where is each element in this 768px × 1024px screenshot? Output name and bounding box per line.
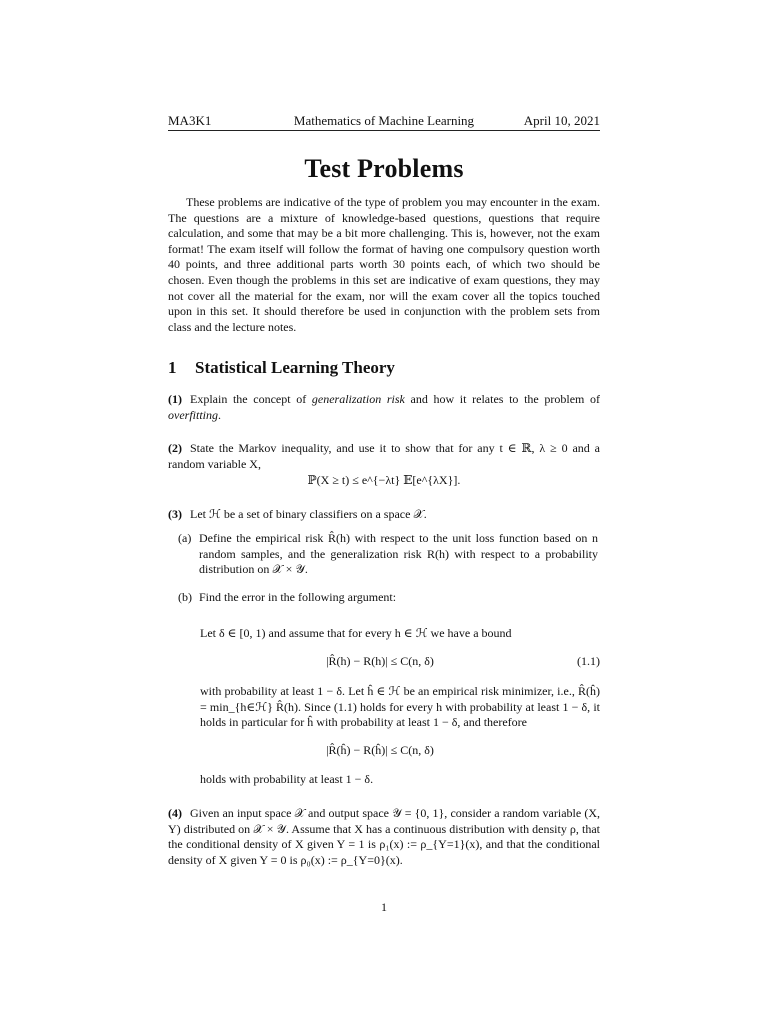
emphasis: generalization risk	[311, 392, 405, 406]
argument-line-3: holds with probability at least 1 − δ.	[200, 772, 374, 786]
course-title: Mathematics of Machine Learning	[293, 113, 475, 128]
subproblem-tag: (a)	[178, 531, 192, 545]
problem-label: (2)	[168, 441, 182, 455]
argument-line-1: Let δ ∈ [0, 1) and assume that for every h ∈ ℋ we have a bound	[200, 626, 512, 640]
display-equation: |R̂(ĥ) − R(ĥ)| ≤ C(n, δ)	[326, 743, 434, 757]
emphasis: overfitting	[168, 407, 218, 422]
problem-label: (1)	[168, 392, 182, 406]
argument-line-2: with probability at least 1 − δ. Let ĥ ∈ ℋ be an empirical risk minimizer, i.e., R̂(ĥ) = min_{h∈ℋ} R̂(h). Since (1.1) holds for every h with probability at least 1 − δ, it holds in particular for ĥ with probability at least 1 − δ, and therefore	[200, 684, 600, 730]
subproblem-text: Define the empirical risk R̂(h) with respect to the unit loss function based on n random samples, and the generalization risk R(h) with respect to a probability distribution on 𝒳 × 𝒴.	[199, 531, 598, 577]
problem-label: (4)	[168, 806, 182, 820]
page-title: Test Problems	[304, 154, 464, 183]
section-title: Statistical Learning Theory	[195, 358, 395, 377]
problem-label: (3)	[168, 507, 182, 521]
subproblem-tag: (b)	[178, 590, 192, 604]
course-code: MA3K1	[168, 113, 212, 128]
problem-4: (4) Given an input space 𝒳 and output space 𝒴 = {0, 1}, consider a random variable (X, Y) distributed on 𝒳 × 𝒴. Assume that X has a continuous distribution with density ρ, that the conditional density of X given Y = 1 is ρ₁(x) := ρ_{Y=1}(x), and that the conditional density of X given Y = 0 is ρ₀(x) := ρ_{Y=0}(x).	[168, 806, 600, 867]
subproblem-a	[178, 531, 598, 578]
intro-paragraph: These problems are indicative of the type of problem you may encounter in the exam. The questions are a mixture of knowledge-based questions, questions that require calculation, and some that may be a bit more challenging. This is, however, not the exam format! The exam itself will follow the format of having one compulsory question worth 40 points, and three additional parts worth 30 points each, of which two should be chosen. Even though the problems in this set are indicative of exam questions, they may not cover all the material for the exam, nor will the exam cover all the topics touched upon in this set. It should therefore be used in conjunction with the problem sets from class and the lecture notes.	[168, 195, 600, 334]
subproblem-text: Find the error in the following argument:	[199, 590, 397, 604]
running-header	[168, 112, 600, 131]
page-number: 1	[381, 900, 387, 914]
problem-3: (3) Let ℋ be a set of binary classifiers on a space 𝒳.	[168, 507, 427, 521]
display-equation: ℙ(X ≥ t) ≤ e^{−λt} 𝔼[e^{λX}].	[307, 473, 461, 487]
section-heading	[168, 358, 395, 378]
problem-1: (1) Explain the concept of generalization risk and how it relates to the problem of overfitting.	[168, 392, 601, 422]
header-date: April 10, 2021	[523, 113, 600, 128]
equation-number: (1.1)	[577, 654, 600, 668]
display-equation: |R̂(h) − R(h)| ≤ C(n, δ)	[326, 654, 434, 668]
problem-2: (2) State the Markov inequality, and use it to show that for any t ∈ ℝ, λ ≥ 0 and a random variable X,	[168, 441, 600, 471]
section-number: 1	[168, 358, 177, 377]
subproblem-b	[178, 590, 598, 606]
